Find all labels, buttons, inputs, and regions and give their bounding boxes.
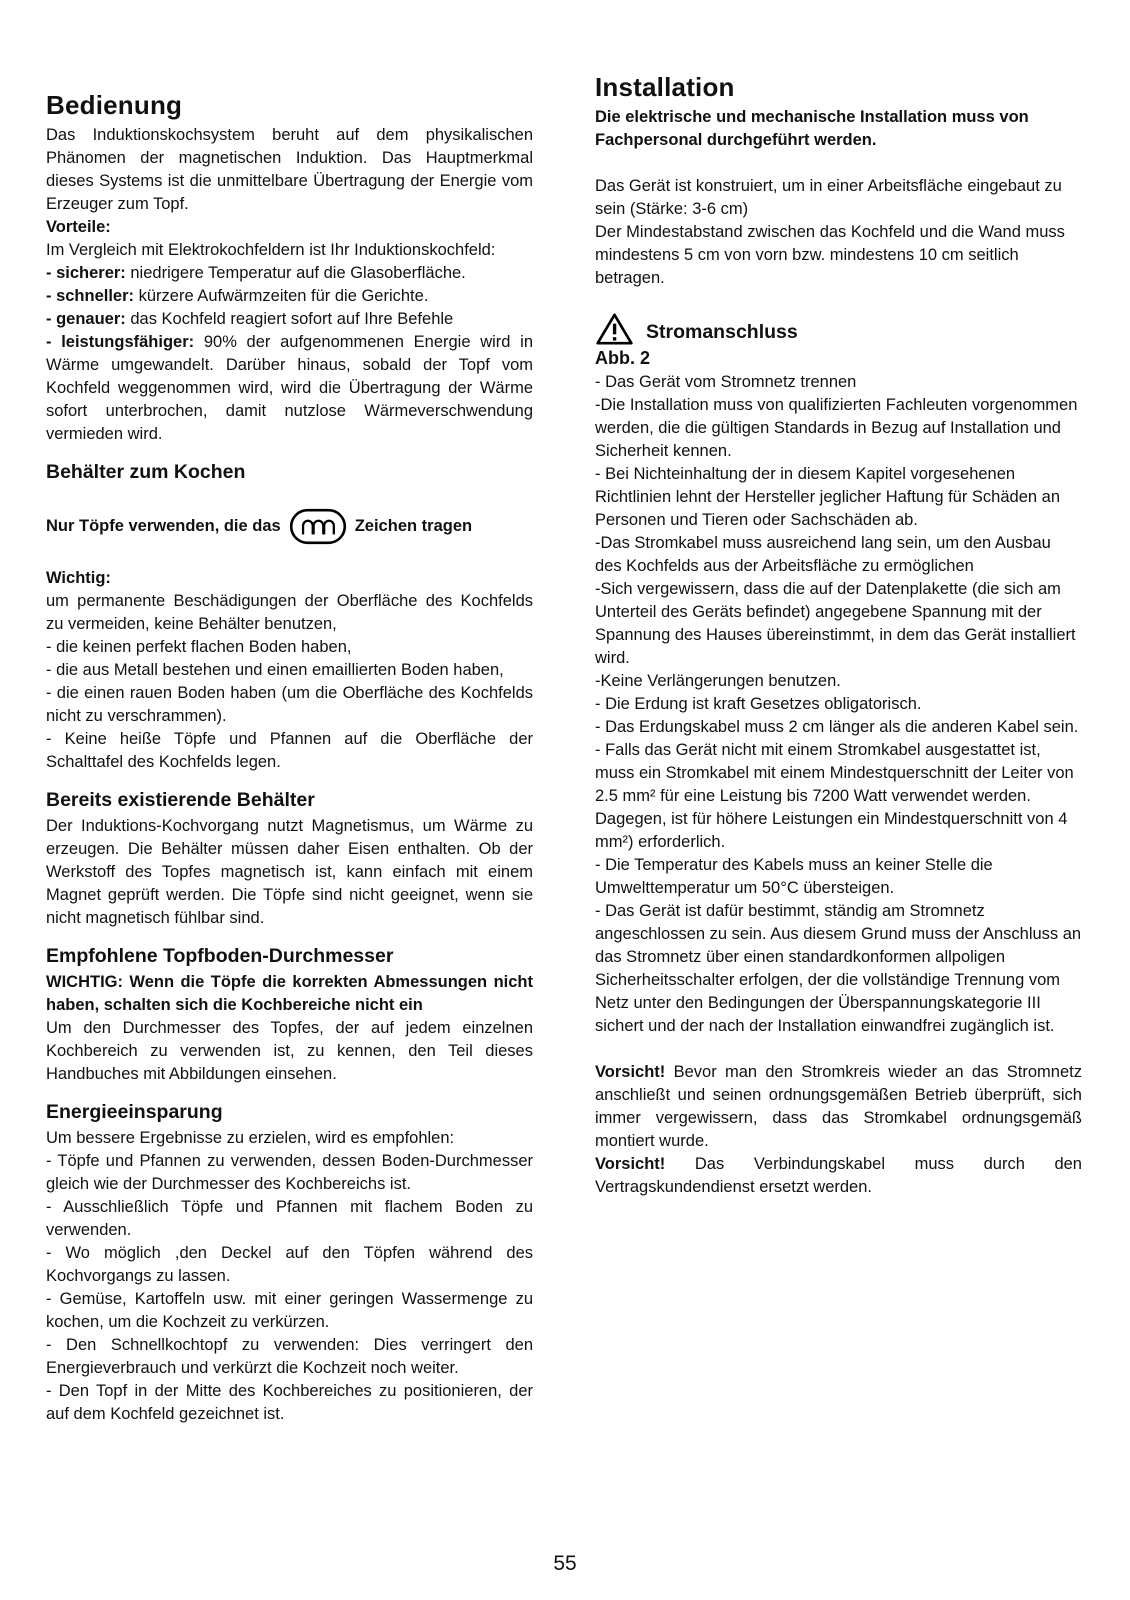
pot-line-before: Nur Töpfe verwenden, die das [46, 517, 281, 535]
vorsicht-lead: Vorsicht! [595, 1155, 666, 1173]
pot-line-after: Zeichen tragen [354, 517, 473, 535]
advantage-text: 90% der aufgenommenen Energie wird in Wärme umgewandelt. Darüber hinaus, sobald der Topf vom Kochfeld weggenommen wird, wird die Übertragung der Wärme sofort unterbrochen, damit nutzlose Wärmeverschwendung vermieden wird. [46, 333, 534, 443]
wichtig-item: - Keine heiße Töpfe und Pfannen auf die Oberfläche der Schalttafel des Kochfelds legen. [46, 730, 533, 771]
vorteile-intro: Im Vergleich mit Elektrokochfeldern ist Ihr Induktionskochfeld: [46, 241, 496, 259]
strom-item: -Die Installation muss von qualifizierten Fachleuten vorgenommen werden, die die gültigen Standards in Bezug auf Installation und Sicherheit kennen. [595, 396, 1078, 460]
existierende-text: Der Induktions-Kochvorgang nutzt Magnetismus, um Wärme zu erzeugen. Die Behälter müssen daher Eisen enthalten. Ob der Werkstoff des Topfes magnetisch ist, kann einfach mit einem Magnet geprüft werden. Die Töpfe sind nicht geeignet, wenn sie nicht magnetisch fühlbar sind. [46, 817, 533, 927]
advantage-lead: - sicherer: [46, 264, 126, 282]
energie-item: - Den Schnellkochtopf zu verwenden: Dies verringert den Energieverbrauch und verkürzt die Kochzeit noch weiter. [46, 1336, 533, 1377]
strom-item: - Das Gerät vom Stromnetz trennen [595, 373, 857, 391]
strom-item: - Die Temperatur des Kabels muss an keiner Stelle die Umwelttemperatur um 50°C übersteigen. [595, 856, 993, 897]
vorsicht-text: Bevor man den Stromkreis wieder an das Stromnetz anschließt und seinen ordnungsgemäßen Betrieb überprüft, sich immer vergewissern, dass das Stromkabel ordnungsgemäß montiert wurde. [595, 1063, 1082, 1150]
abb-label: Abb. 2 [595, 348, 651, 368]
installation-column [595, 72, 1082, 1199]
advantage-text: niedrigere Temperatur auf die Glasoberfläche. [125, 264, 466, 282]
page-title-installation: Installation [595, 72, 735, 102]
strom-item: - Die Erdung ist kraft Gesetzes obligatorisch. [595, 695, 922, 713]
strom-item: - Das Gerät ist dafür bestimmt, ständig am Stromnetz angeschlossen zu sein. Aus diesem Grund muss der Anschluss an das Stromnetz über einen standardkonformen allpoligen Sicherheitsschalter erfolgen, der die vollständige Trennung vom Netz unter den Bedingungen der Überspannungskategorie III sichert und der nach der Installation einwandfrei zugänglich ist. [595, 902, 1082, 1035]
wichtig-intro: um permanente Beschädigungen der Oberfläche des Kochfelds zu vermeiden, keine Behälter benutzen, [46, 592, 533, 633]
durchmesser-warning: WICHTIG: Wenn die Töpfe die korrekten Abmessungen nicht haben, schalten sich die Kochbereiche nicht ein [46, 973, 533, 1014]
section-title-behaelter: Behälter zum Kochen [46, 461, 246, 483]
vorsicht-paragraph [595, 1153, 1082, 1199]
advantage-item [46, 331, 533, 446]
installation-para: Das Gerät ist konstruiert, um in einer Arbeitsfläche eingebaut zu sein (Stärke: 3-6 cm) [595, 177, 1062, 218]
strom-item: -Das Stromkabel muss ausreichend lang sein, um den Ausbau des Kochfelds aus der Arbeitsfläche zu ermöglichen [595, 534, 1051, 575]
page-number: 55 [553, 1552, 577, 1575]
installation-para: Der Mindestabstand zwischen das Kochfeld und die Wand muss mindestens 5 cm von vorn bzw. mindestens 10 cm seitlich betragen. [595, 223, 1065, 287]
vorsicht-text: Das Verbindungskabel muss durch den Vertragskundendienst ersetzt werden. [595, 1155, 1082, 1196]
durchmesser-text: Um den Durchmesser des Topfes, der auf jedem einzelnen Kochbereich zu verwenden ist, zu kennen, den Teil dieses Handbuches mit Abbildungen einsehen. [46, 1019, 533, 1083]
two-column-layout [46, 72, 1082, 1426]
section-title-existierende: Bereits existierende Behälter [46, 789, 315, 811]
energie-item: - Töpfe und Pfannen zu verwenden, dessen Boden-Durchmesser gleich wie der Durchmesser des Kochbereichs ist. [46, 1152, 533, 1193]
energie-item: - Wo möglich ,den Deckel auf den Töpfen während des Kochvorgangs zu lassen. [46, 1244, 533, 1285]
advantage-item [46, 262, 533, 285]
bedienung-column [46, 72, 533, 1426]
stromanschluss-header [595, 310, 1082, 344]
wichtig-label: Wichtig: [46, 569, 111, 587]
strom-item: - Bei Nichteinhaltung der in diesem Kapitel vorgesehenen Richtlinien lehnt der Hersteller jeglicher Haftung für Schäden an Personen und Tieren oder Sachschäden ab. [595, 465, 1061, 529]
installation-subtitle: Die elektrische und mechanische Installation muss von Fachpersonal durchgeführt werden. [595, 108, 1029, 149]
advantage-item [46, 308, 533, 331]
strom-item: -Keine Verlängerungen benutzen. [595, 672, 841, 690]
advantage-lead: - genauer: [46, 310, 126, 328]
energie-intro: Um bessere Ergebnisse zu erzielen, wird es empfohlen: [46, 1129, 455, 1147]
advantage-text: das Kochfeld reagiert sofort auf Ihre Befehle [125, 310, 454, 328]
vorsicht-lead: Vorsicht! [595, 1063, 666, 1081]
advantage-text: kürzere Aufwärmzeiten für die Gerichte. [134, 287, 429, 305]
section-title-stromanschluss: Stromanschluss [646, 321, 798, 343]
wichtig-item: - die einen rauen Boden haben (um die Oberfläche des Kochfelds nicht zu verschrammen). [46, 684, 533, 725]
page-title-bedienung: Bedienung [46, 90, 183, 120]
section-title-energie: Energieeinsparung [46, 1101, 223, 1123]
wichtig-item: - die keinen perfekt flachen Boden haben, [46, 638, 352, 656]
strom-item: - Falls das Gerät nicht mit einem Stromkabel ausgestattet ist, muss ein Stromkabel mit einem Mindestquerschnitt der Leiter von 2.5 mm² für eine Leistung bis 7200 Watt verwendet werden. Dagegen, ist für höhere Leistungen ein Mindestquerschnitt von 4 mm²) erforderlich. [595, 741, 1074, 851]
advantage-lead: - leistungsfähiger: [46, 333, 195, 351]
strom-item: -Sich vergewissern, dass die auf der Datenplakette (die sich am Unterteil des Geräts befindet) angegebene Spannung mit der Spannung des Hauses übereinstimmt, in dem das Gerät installiert wird. [595, 580, 1076, 667]
advantage-item [46, 285, 533, 308]
energie-item: - Gemüse, Kartoffeln usw. mit einer geringen Wassermenge zu kochen, um die Kochzeit zu verkürzen. [46, 1290, 533, 1331]
strom-item: - Das Erdungskabel muss 2 cm länger als die anderen Kabel sein. [595, 718, 1079, 736]
vorteile-label: Vorteile: [46, 218, 111, 236]
warning-triangle-icon [595, 312, 634, 346]
section-title-durchmesser: Empfohlene Topfboden-Durchmesser [46, 945, 394, 967]
induction-symbol-line [46, 508, 533, 545]
vorsicht-paragraph [595, 1061, 1082, 1153]
energie-item: - Den Topf in der Mitte des Kochbereiches zu positionieren, der auf dem Kochfeld gezeichnet ist. [46, 1382, 533, 1423]
wichtig-item: - die aus Metall bestehen und einen emaillierten Boden haben, [46, 661, 504, 679]
advantage-lead: - schneller: [46, 287, 135, 305]
induction-coil-icon [289, 508, 347, 545]
bedienung-intro: Das Induktionskochsystem beruht auf dem physikalischen Phänomen der magnetischen Induktion. Das Hauptmerkmal dieses Systems ist die unmittelbare Übertragung der Energie vom Erzeuger zum Topf. [46, 126, 533, 213]
energie-item: - Ausschließlich Töpfe und Pfannen mit flachem Boden zu verwenden. [46, 1198, 533, 1239]
